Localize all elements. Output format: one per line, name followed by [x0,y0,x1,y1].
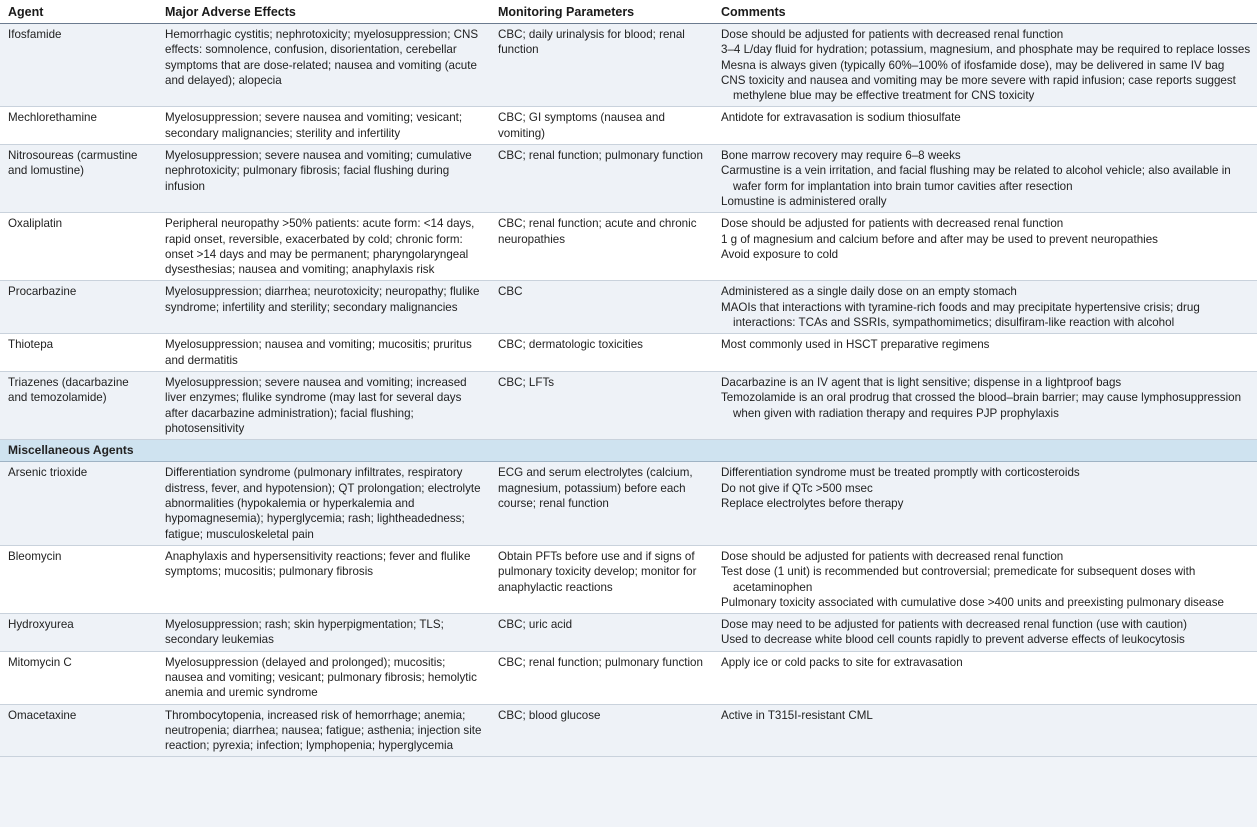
monitoring-cell: Obtain PFTs before use and if signs of pulmonary toxicity develop; monitor for anaphylactic reactions [490,545,713,613]
comment-line: Pulmonary toxicity associated with cumulative dose >400 units and preexisting pulmonary disease [721,595,1224,609]
agent-cell: Omacetaxine [0,704,157,757]
monitoring-cell: CBC; dermatologic toxicities [490,334,713,372]
monitoring-cell: CBC [490,281,713,334]
comment-line: Antidote for extravasation is sodium thiosulfate [721,111,961,125]
comment-line: Test dose (1 unit) is recommended but controversial; premedicate for subsequent doses with acetaminophen [721,565,1196,594]
table-row [0,651,1257,704]
table-row [0,334,1257,372]
agent-cell: Bleomycin [0,545,157,613]
comment-line: Dose should be adjusted for patients with decreased renal function [721,217,1064,231]
comments-cell [713,462,1257,545]
comment-line: Active in T315I-resistant CML [721,708,873,722]
comments-cell [713,651,1257,704]
comments-cell [713,107,1257,145]
monitoring-cell: CBC; renal function; acute and chronic neuropathies [490,213,713,281]
comments-cell [713,614,1257,652]
table-row [0,281,1257,334]
table-row [0,545,1257,613]
agent-cell: Nitrosoureas (carmustine and lomustine) [0,145,157,213]
comment-line: Do not give if QTc >500 msec [721,481,873,495]
agent-cell: Triazenes (dacarbazine and temozolamide) [0,371,157,439]
table-row [0,371,1257,439]
comment-line: Dose may need to be adjusted for patients with decreased renal function (use with caution) [721,618,1187,632]
table-row [0,704,1257,757]
table-row [0,614,1257,652]
comment-line: MAOIs that interactions with tyramine-rich foods and may precipitate hypertensive crisis; drug interactions: TCAs and SSRIs, sympathomimetics; disulfiram-like reaction with alcohol [721,300,1200,330]
comment-line: 3–4 L/day fluid for hydration; potassium, magnesium, and phosphate may be required to replace losses [721,43,1251,57]
effects-cell: Thrombocytopenia, increased risk of hemorrhage; anemia; neutropenia; diarrhea; nausea; fatigue; asthenia; injection site reaction; pyrexia; infection; lymphopenia; hyperglycemia [157,704,490,757]
comment-line: Most commonly used in HSCT preparative regimens [721,338,990,352]
table-body-bottom [0,462,1257,757]
header-monitoring: Monitoring Parameters [490,0,713,24]
monitoring-cell: CBC; daily urinalysis for blood; renal function [490,24,713,107]
comments-cell [713,334,1257,372]
effects-cell: Hemorrhagic cystitis; nephrotoxicity; myelosuppression; CNS effects: somnolence, confusion, disorientation, cerebellar symptoms that are dose-related; nausea and vomiting (acute and delayed); alopecia [157,24,490,107]
monitoring-cell: ECG and serum electrolytes (calcium, magnesium, potassium) before each course; renal function [490,462,713,545]
effects-cell: Anaphylaxis and hypersensitivity reactions; fever and flulike symptoms; mucositis; pulmonary fibrosis [157,545,490,613]
comment-line: Mesna is always given (typically 60%–100% of ifosfamide dose), may be delivered in same IV bag [721,58,1225,72]
header-agent: Agent [0,0,157,24]
section-row [0,440,1257,462]
effects-cell: Myelosuppression; severe nausea and vomiting; vesicant; secondary malignancies; sterility and infertility [157,107,490,145]
header-comments: Comments [713,0,1257,24]
section-title: Miscellaneous Agents [0,440,1257,462]
table-row [0,462,1257,545]
monitoring-cell: CBC; blood glucose [490,704,713,757]
comment-line: Avoid exposure to cold [721,247,839,261]
comments-cell [713,371,1257,439]
effects-cell: Myelosuppression; rash; skin hyperpigmentation; TLS; secondary leukemias [157,614,490,652]
comment-line: CNS toxicity and nausea and vomiting may be more severe with rapid infusion; case reports suggest methylene blue may be effective treatment for CNS toxicity [721,73,1236,103]
effects-cell: Myelosuppression; nausea and vomiting; mucositis; pruritus and dermatitis [157,334,490,372]
comment-line: Dose should be adjusted for patients with decreased renal function [721,549,1064,563]
table-section [0,440,1257,462]
comment-line: Temozolamide is an oral prodrug that crossed the blood–brain barrier; may cause lymphosuppression when given with radiation therapy and requires PJP prophylaxis [721,391,1242,420]
monitoring-cell: CBC; renal function; pulmonary function [490,651,713,704]
monitoring-cell: CBC; LFTs [490,371,713,439]
comments-cell [713,704,1257,757]
table-row [0,24,1257,107]
agent-cell: Ifosfamide [0,24,157,107]
comment-line: 1 g of magnesium and calcium before and after may be used to prevent neuropathies [721,232,1158,246]
effects-cell: Peripheral neuropathy >50% patients: acute form: <14 days, rapid onset, reversible, exacerbated by cold; chronic form: onset >14 days and may be permanent; pharyngolaryngeal dysesthesias; nausea and vomiting; anaphylaxis risk [157,213,490,281]
comment-line: Administered as a single daily dose on an empty stomach [721,285,1017,299]
comments-cell [713,281,1257,334]
comment-line: Dacarbazine is an IV agent that is light sensitive; dispense in a lightproof bags [721,375,1122,389]
effects-cell: Myelosuppression; diarrhea; neurotoxicity; neuropathy; flulike syndrome; infertility and sterility; secondary malignancies [157,281,490,334]
monitoring-cell: CBC; GI symptoms (nausea and vomiting) [490,107,713,145]
agent-cell: Thiotepa [0,334,157,372]
table-row [0,107,1257,145]
effects-cell: Differentiation syndrome (pulmonary infiltrates, respiratory distress, fever, and hypotension); QT prolongation; electrolyte abnormalities (hypokalemia or hyperkalemia and hypomagnesemia); hyperglycemia; rash; lightheadedness; fatigue; musculoskeletal pain [157,462,490,545]
comment-line: Apply ice or cold packs to site for extravasation [721,655,963,669]
monitoring-cell: CBC; renal function; pulmonary function [490,145,713,213]
comment-line: Carmustine is a vein irritation, and facial flushing may be related to alcohol vehicle; also available in wafer form for implantation into brain tumor cavities after resection [721,164,1231,193]
header-effects: Major Adverse Effects [157,0,490,24]
effects-cell: Myelosuppression (delayed and prolonged); mucositis; nausea and vomiting; vesicant; pulmonary fibrosis; hemolytic anemia and uremic syndrome [157,651,490,704]
agent-cell: Hydroxyurea [0,614,157,652]
agent-cell: Oxaliplatin [0,213,157,281]
agent-cell: Mitomycin C [0,651,157,704]
comments-cell [713,145,1257,213]
comment-line: Lomustine is administered orally [721,194,887,208]
comment-line: Bone marrow recovery may require 6–8 weeks [721,149,961,163]
table-row [0,145,1257,213]
comment-line: Used to decrease white blood cell counts rapidly to prevent adverse effects of leukocytosis [721,633,1185,647]
effects-cell: Myelosuppression; severe nausea and vomiting; increased liver enzymes; flulike syndrome (may last for several days after dacarbazine administration); facial flushing; photosensitivity [157,371,490,439]
monitoring-cell: CBC; uric acid [490,614,713,652]
agent-cell: Arsenic trioxide [0,462,157,545]
table-row [0,213,1257,281]
table-header-row [0,0,1257,24]
table-body-top [0,24,1257,440]
comment-line: Differentiation syndrome must be treated promptly with corticosteroids [721,466,1080,480]
comment-line: Replace electrolytes before therapy [721,497,904,511]
comments-cell [713,24,1257,107]
effects-cell: Myelosuppression; severe nausea and vomiting; cumulative nephrotoxicity; pulmonary fibrosis; facial flushing during infusion [157,145,490,213]
comment-line: Dose should be adjusted for patients with decreased renal function [721,28,1064,41]
comments-cell [713,545,1257,613]
agent-cell: Mechlorethamine [0,107,157,145]
agent-cell: Procarbazine [0,281,157,334]
comments-cell [713,213,1257,281]
